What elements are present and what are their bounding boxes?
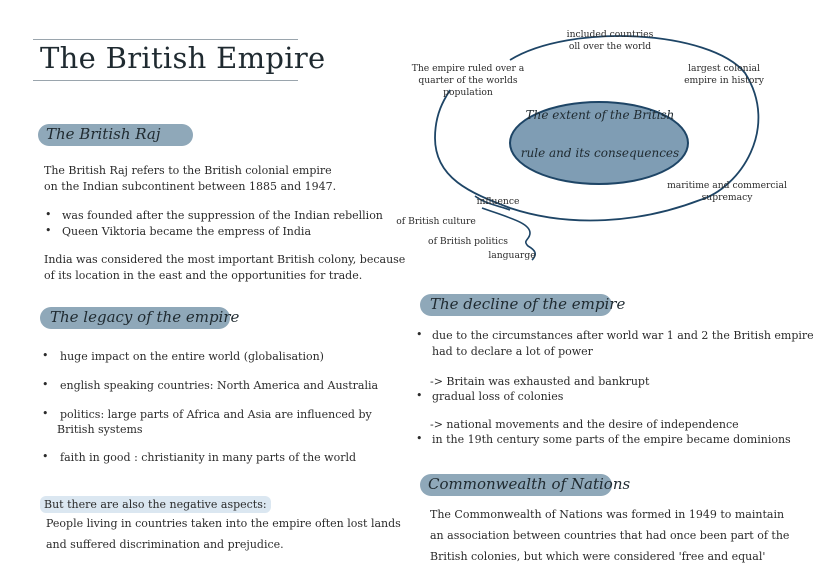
- decline-arrow-1: -> Britain was exhausted and bankrupt: [430, 375, 650, 388]
- raj-para-line1: India was considered the most important British colony, because: [44, 253, 406, 266]
- legacy-bullet-1: huge impact on the entire world (globalisation): [60, 350, 324, 363]
- mindmap-br-line2: supremacy: [701, 192, 753, 203]
- mindmap-top-line1: included countries: [566, 29, 654, 40]
- bullet-dot: •: [42, 378, 49, 391]
- commonwealth-line2: an association between countries that had once been part of the: [430, 529, 790, 542]
- bullet-dot: •: [45, 224, 52, 237]
- center-label-line1: The extent of the British: [525, 108, 675, 122]
- mindmap-left-line3: population: [443, 87, 493, 98]
- mindmap-left-line2: quarter of the worlds: [418, 75, 518, 86]
- bullet-dot: •: [416, 389, 423, 402]
- legacy-bullet-3-cont: British systems: [57, 423, 143, 436]
- mindmap-left-line1: The empire ruled over a: [411, 63, 525, 74]
- raj-intro-line1: The British Raj refers to the British colonial empire: [44, 164, 332, 177]
- decline-arrow-2: -> national movements and the desire of independence: [430, 418, 739, 431]
- mindmap-influence: influence: [476, 196, 520, 207]
- bullet-dot: •: [45, 208, 52, 221]
- section-heading-decline: The decline of the empire: [430, 295, 626, 313]
- mindmap-language: languarge: [488, 250, 536, 261]
- bullet-dot: •: [42, 450, 49, 463]
- section-heading-raj: The British Raj: [46, 125, 161, 143]
- mindmap-top-line2: oll over the world: [568, 41, 652, 52]
- negative-line1: People living in countries taken into the empire often lost lands: [46, 517, 401, 530]
- legacy-bullet-2: english speaking countries: North America and Australia: [60, 379, 379, 392]
- page-title: The British Empire: [40, 41, 326, 75]
- bullet-dot: •: [416, 432, 423, 445]
- legacy-bullet-3: politics: large parts of Africa and Asia are influenced by: [60, 408, 372, 421]
- raj-intro-line2: on the Indian subcontinent between 1885 and 1947.: [44, 180, 337, 193]
- negative-line2: and suffered discrimination and prejudice.: [46, 538, 284, 551]
- decline-bullet-1a: due to the circumstances after world war 1 and 2 the British empire: [432, 329, 814, 342]
- legacy-bullet-4: faith in good : christianity in many parts of the world: [60, 451, 357, 464]
- mindmap-culture: of British culture: [396, 216, 476, 227]
- bullet-dot: •: [42, 407, 49, 420]
- section-heading-legacy: The legacy of the empire: [50, 308, 240, 326]
- mindmap-politics: of British politics: [428, 236, 508, 247]
- commonwealth-line1: The Commonwealth of Nations was formed in 1949 to maintain: [430, 508, 785, 521]
- bullet-dot: •: [42, 349, 49, 362]
- mindmap-right-line1: largest colonial: [688, 63, 760, 74]
- decline-bullet-3: in the 19th century some parts of the empire became dominions: [432, 433, 791, 446]
- mindmap-br-line1: maritime and commercial: [667, 180, 787, 191]
- negative-aspects-heading: But there are also the negative aspects:: [40, 496, 271, 513]
- decline-bullet-1b: had to declare a lot of power: [432, 345, 593, 358]
- commonwealth-line3: British colonies, but which were considered 'free and equal': [430, 550, 766, 563]
- center-label-line2: rule and its consequences: [520, 146, 680, 160]
- raj-para-line2: of its location in the east and the opportunities for trade.: [44, 269, 363, 282]
- mindmap-right-line2: empire in history: [684, 75, 764, 86]
- decline-bullet-2: gradual loss of colonies: [432, 390, 564, 403]
- section-heading-commonwealth: Commonwealth of Nations: [428, 475, 631, 493]
- raj-bullet-2: Queen Viktoria became the empress of India: [62, 225, 312, 238]
- raj-bullet-1: was founded after the suppression of the Indian rebellion: [62, 209, 383, 222]
- bullet-dot: •: [416, 328, 423, 341]
